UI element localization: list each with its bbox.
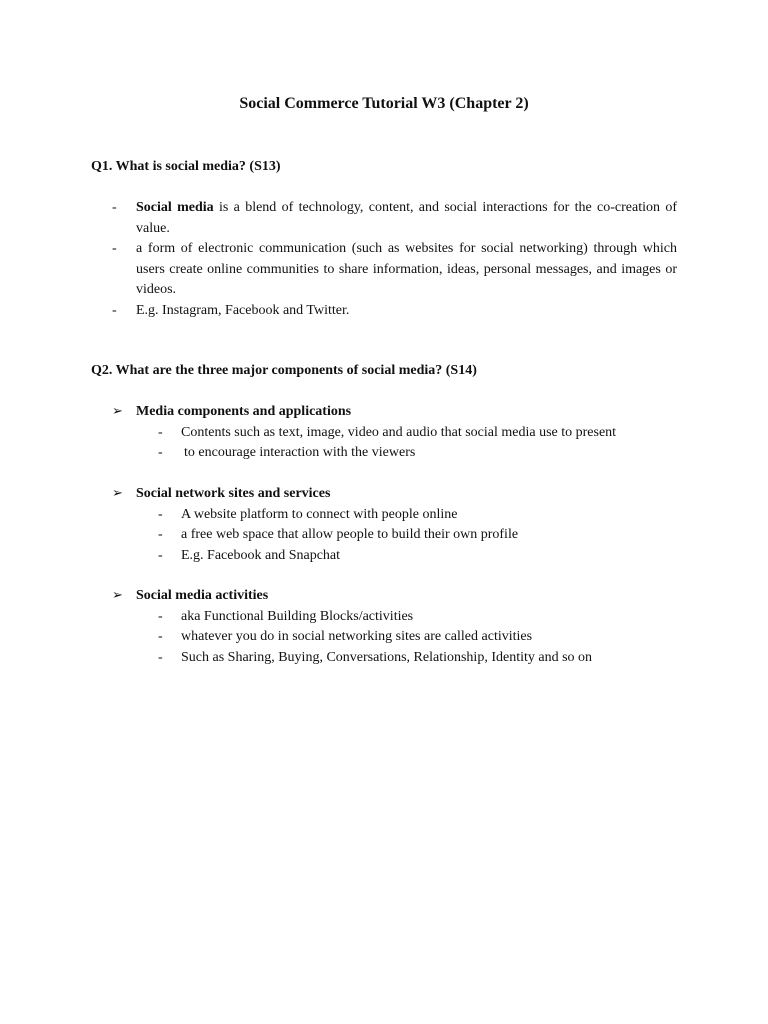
list-item-text: a free web space that allow people to build their own profile — [181, 527, 519, 542]
question-1-heading: Q1. What is social media? (S13) — [91, 159, 281, 174]
list-item-text: E.g. Facebook and Snapchat — [181, 547, 341, 563]
dash-bullet: - — [112, 200, 117, 215]
section-title: Social network sites and services — [136, 486, 331, 501]
list-item-text: to encourage interaction with the viewers — [184, 445, 416, 460]
dash-bullet: - — [158, 445, 163, 460]
list-item — [112, 546, 712, 567]
list-item-text: A website platform to connect with people online — [181, 506, 458, 522]
question-2-heading: Q2. What are the three major components of social media? (S14) — [91, 363, 477, 378]
section-heading — [112, 586, 712, 607]
section-social-network-sites — [112, 484, 712, 566]
section-heading — [112, 402, 712, 423]
list-item — [112, 627, 712, 648]
list-item-text: whatever you do in social networking sites are called activities — [181, 629, 533, 644]
list-item — [112, 239, 677, 301]
list-item — [112, 648, 712, 669]
list-item-text: E.g. Instagram, Facebook and Twitter. — [136, 302, 350, 318]
dash-bullet: - — [158, 649, 163, 665]
list-item-text: a form of electronic communication (such as websites for social networking) through which users create online communities to share information, ideas, personal messages, and images or videos. — [136, 241, 677, 297]
page-title: Social Commerce Tutorial W3 (Chapter 2) — [239, 95, 529, 112]
section-heading — [112, 484, 712, 505]
list-item — [112, 198, 677, 239]
dash-bullet: - — [158, 547, 163, 563]
dash-bullet: - — [158, 424, 163, 440]
list-item-text: Such as Sharing, Buying, Conversations, Relationship, Identity and so on — [181, 649, 593, 665]
definition-text: is a blend of technology, content, and social interactions for the co-creation of value. — [136, 200, 677, 236]
list-item — [112, 505, 712, 526]
dash-bullet: - — [158, 506, 163, 522]
arrow-bullet-icon: ➢ — [112, 588, 123, 603]
section-social-media-activities — [112, 586, 712, 668]
section-title: Social media activities — [136, 588, 269, 603]
question-1-list — [112, 198, 677, 321]
arrow-bullet-icon: ➢ — [112, 404, 123, 419]
dash-bullet: - — [158, 608, 163, 624]
section-media-components — [112, 402, 712, 464]
list-item-text: Contents such as text, image, video and audio that social media use to present — [181, 424, 617, 440]
list-item — [112, 301, 677, 322]
dash-bullet: - — [158, 629, 163, 644]
list-item-text: aka Functional Building Blocks/activities — [181, 608, 414, 624]
section-title: Media components and applications — [136, 404, 352, 419]
list-item — [112, 525, 712, 546]
arrow-bullet-icon: ➢ — [112, 486, 123, 501]
list-item — [112, 423, 712, 444]
list-item — [112, 607, 712, 628]
dash-bullet: - — [112, 302, 117, 318]
dash-bullet: - — [158, 527, 163, 542]
dash-bullet: - — [112, 241, 117, 256]
list-item — [112, 443, 712, 464]
term-social-media: Social media — [136, 200, 214, 215]
